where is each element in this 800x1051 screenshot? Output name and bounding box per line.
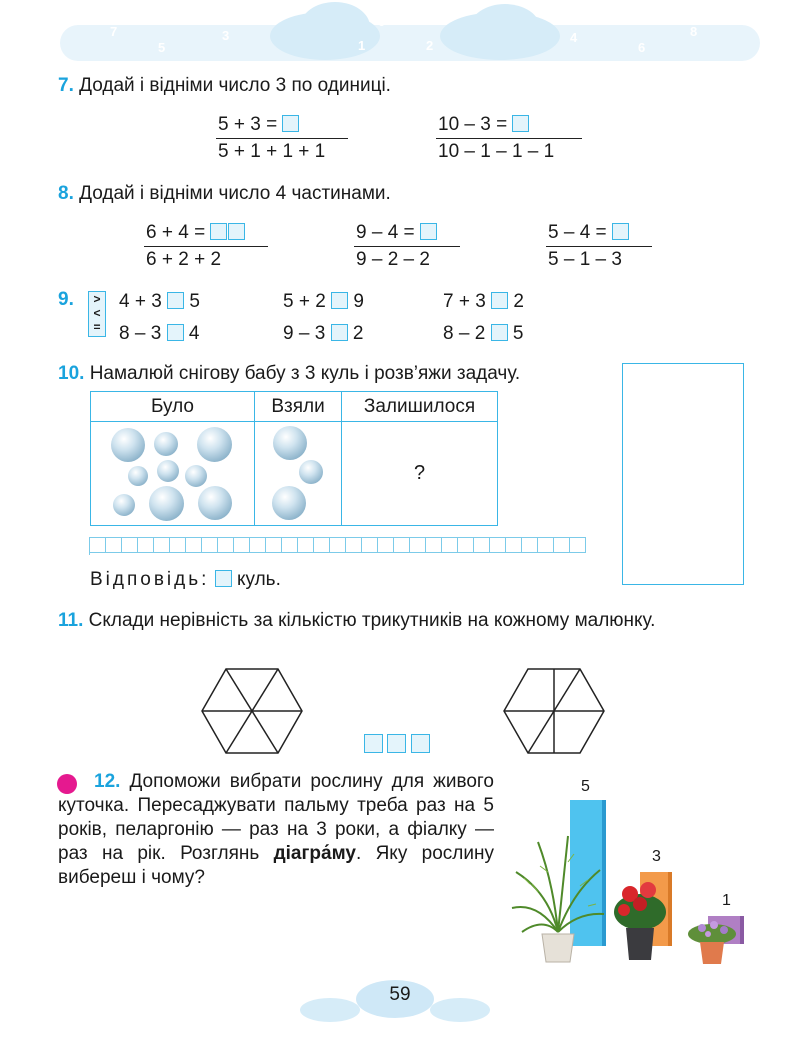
answer-box[interactable] (512, 115, 529, 132)
expression-bottom: 5 + 1 + 1 + 1 (216, 138, 348, 165)
comparison-left: 8 – 3 (119, 323, 162, 344)
expression-bottom: 9 – 2 – 2 (354, 246, 460, 273)
expression-bottom: 6 + 2 + 2 (144, 246, 268, 273)
comparison-row (119, 322, 523, 346)
comparison-left: 4 + 3 (119, 291, 162, 312)
drawing-area[interactable] (622, 363, 744, 585)
decorative-digit: 0 (378, 14, 386, 29)
task-text: . Яку рослину вибереш і чому? (58, 843, 494, 888)
answer-box[interactable] (215, 570, 232, 587)
task-text: Склади нерівність за кількістю трикутників на кожному малюнку. (88, 610, 656, 631)
answer-box[interactable] (420, 223, 437, 240)
answer-box[interactable] (331, 292, 348, 309)
answer-line: Відповідь: куль. (90, 569, 281, 590)
answer-box[interactable] (491, 292, 508, 309)
task-11-heading (58, 609, 744, 633)
expression-top: 6 + 4 = (146, 222, 206, 243)
inequality-boxes (364, 734, 430, 756)
ball (299, 460, 323, 484)
remaining-cell: ? (342, 422, 498, 526)
column-header: Було (91, 392, 255, 422)
expression-top: 5 – 4 = (548, 222, 607, 243)
answer-box[interactable] (210, 223, 227, 240)
comparison-left: 5 + 2 (283, 291, 326, 312)
task-number: 9. (58, 289, 74, 310)
task-9-number (58, 288, 74, 312)
comparison-right: 2 (513, 291, 524, 312)
problem-table (90, 391, 498, 526)
expression (354, 220, 460, 273)
task-text-bold: діагра́му (273, 843, 356, 864)
answer-box[interactable] (167, 324, 184, 341)
hexagon-figure-right (502, 667, 606, 755)
ball (197, 427, 232, 462)
decorative-digit: 2 (426, 38, 434, 53)
column-header: Взяли (255, 392, 342, 422)
answer-unit: куль (236, 569, 276, 590)
palm-plant-icon (508, 822, 608, 972)
comparison-left: 7 + 3 (443, 291, 486, 312)
task-text: Допоможи вибрати рослину для живого куточка. Пересаджувати пальму треба раз на 5 років, пеларгонію — раз на 3 роки, а фіалку — раз на рік. Розглянь (58, 771, 494, 864)
page-number: 59 (389, 984, 411, 1005)
comparison-signs: > < = (88, 291, 106, 337)
expression (216, 112, 348, 165)
hexagon-figure-left (200, 667, 304, 755)
answer-label: Відповідь: (90, 569, 210, 590)
decorative-digit: 7 (110, 24, 118, 39)
expression (144, 220, 268, 273)
ball (149, 486, 184, 521)
decorative-digit: 8 (690, 24, 698, 39)
answer-box[interactable] (282, 115, 299, 132)
comparison-left: 9 – 3 (283, 323, 326, 344)
bar-value-label: 3 (652, 848, 661, 865)
bar-value-label: 1 (722, 892, 731, 909)
ball (157, 460, 179, 482)
ball (272, 486, 306, 520)
answer-box[interactable] (228, 223, 245, 240)
comparison-right: 2 (352, 323, 364, 344)
answer-box[interactable] (331, 324, 348, 341)
ball (185, 465, 207, 487)
ball (273, 426, 307, 460)
expression (546, 220, 652, 273)
plant-chart (506, 770, 766, 970)
violet-plant-icon (684, 916, 740, 966)
task-7-heading (58, 74, 391, 98)
task-12-text (58, 770, 494, 890)
answer-box[interactable] (612, 223, 629, 240)
task-number: 7. (58, 75, 74, 96)
expression-top: 5 + 3 = (218, 114, 278, 135)
comparison-right: 9 (353, 291, 364, 312)
task-number: 11. (58, 610, 84, 631)
task-number: 8. (58, 183, 74, 204)
task-text: Намалюй снігову бабу з 3 куль і розв’яжи задачу. (89, 363, 521, 384)
ball (154, 432, 178, 456)
ball (113, 494, 135, 516)
task-text: Додай і відніми число 4 частинами. (79, 183, 391, 204)
expression-bottom: 5 – 1 – 3 (546, 246, 652, 273)
decorative-digit: 6 (638, 40, 646, 55)
column-header: Залишилося (342, 392, 498, 422)
comparison-right: 5 (189, 291, 200, 312)
ball (128, 466, 148, 486)
bar-value-label: 5 (581, 778, 590, 795)
taken-cell (255, 422, 342, 526)
answer-box[interactable] (167, 292, 184, 309)
comparison-row (119, 290, 524, 314)
comparison-left: 8 – 2 (443, 323, 486, 344)
task-10-heading (58, 362, 520, 386)
decorative-digit: 4 (570, 30, 578, 45)
decorative-digit: 1 (358, 38, 366, 53)
decorative-digit: 3 (222, 28, 230, 43)
answer-box[interactable] (387, 734, 406, 753)
answer-box[interactable] (364, 734, 383, 753)
expression (436, 112, 582, 165)
ball (198, 486, 232, 520)
ball (111, 428, 145, 462)
decorative-digit: 5 (158, 40, 166, 55)
had-cell (91, 422, 255, 526)
expression-bottom: 10 – 1 – 1 – 1 (436, 138, 582, 165)
comparison-right: 5 (512, 323, 524, 344)
task-number: 12. (94, 771, 121, 792)
expression-top: 9 – 4 = (356, 222, 415, 243)
answer-grid[interactable] (89, 537, 586, 555)
answer-box[interactable] (491, 324, 508, 341)
task-text: Додай і відніми число 3 по одиниці. (79, 75, 391, 96)
task-number: 10. (58, 363, 85, 384)
pelargonium-plant-icon (610, 872, 670, 968)
task-8-heading (58, 182, 391, 206)
comparison-right: 4 (188, 323, 200, 344)
expression-top: 10 – 3 = (438, 114, 508, 135)
header-decoration (40, 0, 760, 70)
answer-box[interactable] (411, 734, 430, 753)
